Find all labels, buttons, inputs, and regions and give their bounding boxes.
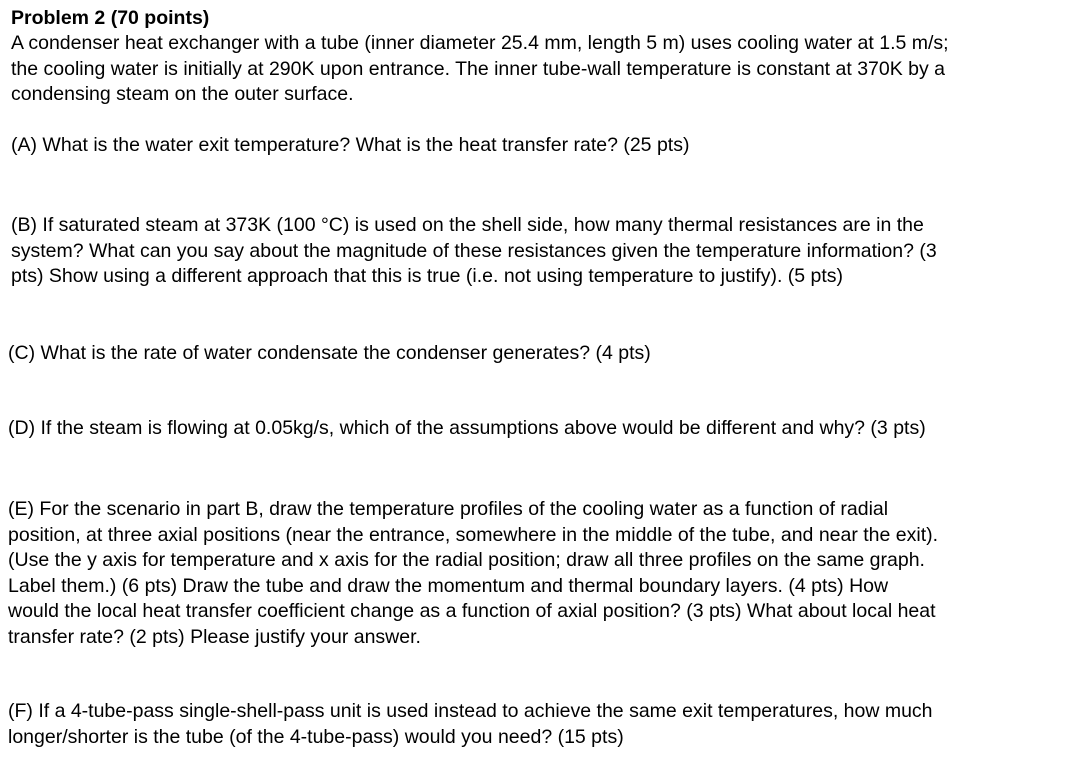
- question-line: (B) If saturated steam at 373K (100 °C) is used on the shell side, how many thermal resistances are in the: [11, 214, 924, 236]
- question-line: (Use the y axis for temperature and x axis for the radial position; draw all three profiles on the same graph.: [8, 549, 925, 571]
- question-part-d: [8, 416, 1078, 442]
- question-line: position, at three axial positions (near the entrance, somewhere in the middle of the tube, and near the exit).: [8, 523, 939, 546]
- question-line: (C) What is the rate of water condensate the condenser generates? (4 pts): [8, 342, 651, 364]
- problem-title: Problem 2 (70 points): [11, 7, 210, 29]
- question-line: transfer rate? (2 pts) Please justify your answer.: [8, 625, 421, 648]
- question-part-f: [8, 699, 1078, 750]
- statement-line: A condenser heat exchanger with a tube (inner diameter 25.4 mm, length 5 m) uses cooling water at 1.5 m/s;: [11, 32, 949, 54]
- question-line: Label them.) (6 pts) Draw the tube and draw the momentum and thermal boundary layers. (4 pts) How: [8, 574, 889, 597]
- question-part-e: [8, 497, 1078, 650]
- question-line: (D) If the steam is flowing at 0.05kg/s, which of the assumptions above would be different and why? (3 pts): [8, 417, 926, 439]
- statement-line: condensing steam on the outer surface.: [11, 83, 354, 105]
- problem-statement: [11, 31, 1081, 108]
- question-line: (E) For the scenario in part B, draw the temperature profiles of the cooling water as a function of radial: [8, 498, 889, 520]
- question-part-a: [11, 133, 1081, 159]
- question-line: pts) Show using a different approach that this is true (i.e. not using temperature to justify). (5 pts): [11, 265, 844, 287]
- question-line: (A) What is the water exit temperature? What is the heat transfer rate? (25 pts): [11, 134, 690, 156]
- question-part-c: [8, 341, 1078, 367]
- question-line: would the local heat transfer coefficient change as a function of axial position? (3 pts) What about local heat: [8, 600, 936, 622]
- question-line: (F) If a 4-tube-pass single-shell-pass unit is used instead to achieve the same exit temperatures, how much: [8, 700, 933, 722]
- question-part-b: [11, 213, 1081, 290]
- statement-line: the cooling water is initially at 290K upon entrance. The inner tube-wall temperature is constant at 370K by a: [11, 57, 946, 80]
- question-line: longer/shorter is the tube (of the 4-tube-pass) would you need? (15 pts): [8, 725, 624, 748]
- question-line: system? What can you say about the magnitude of these resistances given the temperature information? (3: [11, 239, 937, 262]
